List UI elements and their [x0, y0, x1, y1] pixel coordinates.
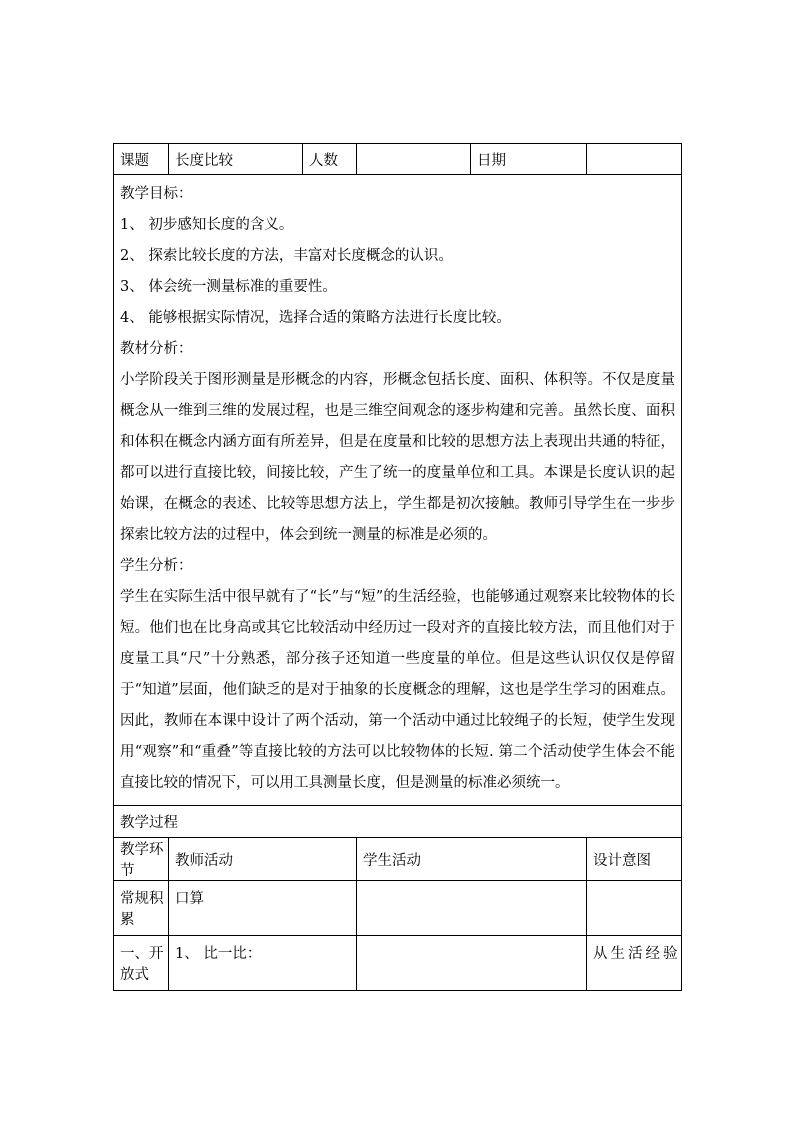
process-header-row [114, 838, 682, 881]
objective-item: 1、 初步感知长度的含义。 [120, 217, 294, 233]
students-title: 学生分析： [120, 558, 193, 574]
students-text: 学生在实际生活中很早就有了“长”与“短”的生活经验，也能够通过观察来比较物体的长短。他们也在比身高或其它比较活动中经历过一段对齐的直接比较方法，而且他们对于度量工具“尺”十分熟悉，部分孩子还知道一些度量的单位。但是这些认识仅仅是停留于“知道”层面，他们缺乏的是对于抽象的长度概念的理解，这也是学生学习的困难点。因此，教师在本课中设计了两个活动，第一个活动中通过比较绳子的长短，使学生发现用“观察”和“重叠”等直接比较的方法可以比较物体的长短. 第二个活动使学生体会不能直接比较的情况下，可以用工具测量长度，但是测量的标准必须统一。 [120, 589, 675, 791]
student-cell [357, 936, 587, 991]
stage-cell: 常规积累 [114, 881, 169, 936]
objective-item: 2、 探索比较长度的方法，丰富对长度概念的认识。 [120, 248, 453, 264]
analysis-cell [114, 175, 682, 806]
objective-item: 4、 能够根据实际情况，选择合适的策略方法进行长度比较。 [120, 310, 511, 326]
date-value [587, 144, 682, 175]
intent-cell: 从生活经验 [587, 936, 682, 991]
topic-value: 长度比较 [169, 144, 303, 175]
stage-cell: 一、开放式 [114, 936, 169, 991]
student-cell [357, 881, 587, 936]
header-row [114, 144, 682, 175]
intent-cell [587, 881, 682, 936]
teacher-cell: 口算 [169, 881, 357, 936]
material-text: 小学阶段关于图形测量是形概念的内容，形概念包括长度、面积、体积等。不仅是度量概念从一维到三维的发展过程，也是三维空间观念的逐步构建和完善。虽然长度、面积和体积在概念内涵方面有所差异，但是在度量和比较的思想方法上表现出共通的特征，都可以进行直接比较，间接比较，产生了统一的度量单位和工具。本课是长度认识的起始课，在概念的表述、比较等思想方法上，学生都是初次接触。教师引导学生在一步步探索比较方法的过程中，体会到统一测量的标准是必须的。 [120, 372, 675, 543]
col-teacher-header: 教师活动 [169, 838, 357, 881]
lesson-plan [113, 143, 681, 991]
process-row [114, 881, 682, 936]
col-intent-header: 设计意图 [587, 838, 682, 881]
count-value [357, 144, 471, 175]
objectives-title: 教学目标： [120, 186, 193, 202]
material-title: 教材分析： [120, 341, 193, 357]
objective-item: 3、 体会统一测量标准的重要性。 [120, 279, 337, 295]
teacher-cell: 1、 比一比： [169, 936, 357, 991]
analysis-row [114, 175, 682, 806]
count-label: 人数 [303, 144, 357, 175]
process-title: 教学过程 [114, 806, 682, 838]
process-title-row [114, 806, 682, 838]
topic-label: 课题 [114, 144, 169, 175]
date-label: 日期 [471, 144, 587, 175]
col-stage-header: 教学环节 [114, 838, 169, 881]
col-student-header: 学生活动 [357, 838, 587, 881]
process-row [114, 936, 682, 991]
lesson-plan-table [113, 143, 682, 991]
